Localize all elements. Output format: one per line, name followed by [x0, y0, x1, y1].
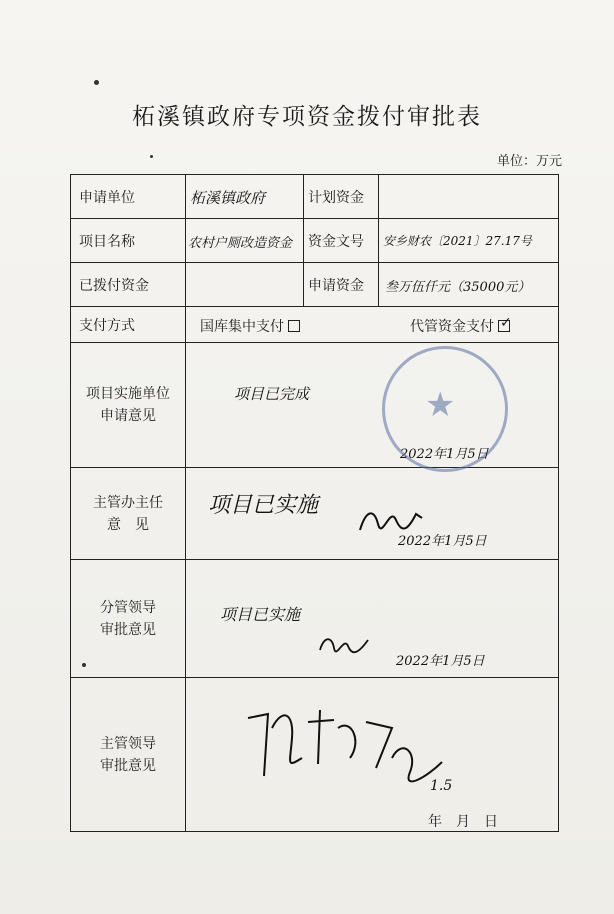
approval-table — [70, 174, 559, 832]
opinion-label — [71, 678, 186, 832]
unit-label: 单位：万元 — [496, 154, 562, 169]
scan-speck — [82, 663, 86, 667]
opinion-cell — [186, 468, 559, 560]
opinion-label — [71, 343, 186, 468]
project-name-value: 农村户厕改造资金 — [188, 236, 293, 251]
opinion-label-line1: 主管办主任 — [93, 494, 163, 511]
signature-scribble — [316, 632, 376, 658]
scan-speck — [150, 155, 153, 158]
payment-label: 支付方式 — [71, 307, 186, 343]
opinion-label-line2: 意 见 — [107, 516, 149, 533]
opinion-date: 2022年1月5日 — [396, 654, 485, 669]
opinion-label-line1: 主管领导 — [100, 735, 156, 752]
opinion-label — [71, 560, 186, 678]
planned-funds-value — [379, 175, 559, 219]
row-opinion-implementing-unit — [71, 343, 559, 468]
opinion-date: 2022年1月5日 — [398, 534, 487, 549]
treasury-label: 国库集中支付 — [200, 319, 284, 335]
opinion-label-line2: 审批意见 — [100, 621, 156, 638]
check-mark-icon: ✓ — [500, 315, 512, 331]
agency-checkbox — [498, 315, 512, 332]
doc-no-label: 资金文号 — [304, 219, 379, 263]
row-payment — [71, 307, 559, 343]
signature-scribble — [242, 698, 452, 788]
row-allocated — [71, 263, 559, 307]
applicant-label: 申请单位 — [71, 175, 186, 219]
payment-option-treasury — [200, 316, 300, 336]
row-opinion-chief-leader — [71, 678, 559, 832]
row-applicant — [71, 175, 559, 219]
row-opinion-deputy-leader — [71, 560, 559, 678]
doc-no-cell — [379, 219, 559, 263]
row-project-name — [71, 219, 559, 263]
opinion-text: 项目已实施 — [208, 493, 319, 518]
opinion-text: 项目已完成 — [234, 385, 310, 403]
opinion-label-line2: 申请意见 — [100, 408, 156, 424]
applicant-cell — [186, 175, 304, 219]
row-opinion-office-director — [71, 468, 559, 560]
project-name-cell — [186, 219, 304, 263]
opinion-label-line2: 审批意见 — [100, 757, 156, 774]
allocated-value — [186, 263, 304, 307]
seal-star-icon: ★ — [425, 385, 456, 425]
opinion-cell — [186, 560, 559, 678]
planned-funds-label: 计划资金 — [304, 175, 379, 219]
project-name-label: 项目名称 — [71, 219, 186, 263]
requested-value: 叁万伍仟元（35000元） — [385, 280, 531, 295]
payment-options — [186, 307, 559, 343]
date-note: 1.5 — [430, 778, 453, 794]
agency-label: 代管资金支付 — [410, 319, 494, 335]
payment-option-agency — [410, 316, 510, 336]
treasury-checkbox — [288, 320, 300, 332]
requested-label: 申请资金 — [304, 263, 379, 307]
opinion-text: 项目已实施 — [220, 605, 301, 624]
allocated-label: 已拨付资金 — [71, 263, 186, 307]
opinion-date: 2022年1月5日 — [400, 447, 489, 462]
scan-speck — [94, 80, 99, 85]
form-title: 柘溪镇政府专项资金拨付审批表 — [132, 104, 482, 130]
opinion-label — [71, 468, 186, 560]
opinion-label-line1: 项目实施单位 — [86, 386, 170, 402]
requested-cell — [379, 263, 559, 307]
doc-no-value: 安乡财农〔2021〕27.17号 — [383, 234, 532, 248]
opinion-label-line1: 分管领导 — [100, 599, 156, 616]
opinion-cell — [186, 343, 559, 468]
opinion-date: 年 月 日 — [428, 814, 498, 830]
applicant-value: 柘溪镇政府 — [190, 189, 266, 207]
opinion-cell — [186, 678, 559, 832]
